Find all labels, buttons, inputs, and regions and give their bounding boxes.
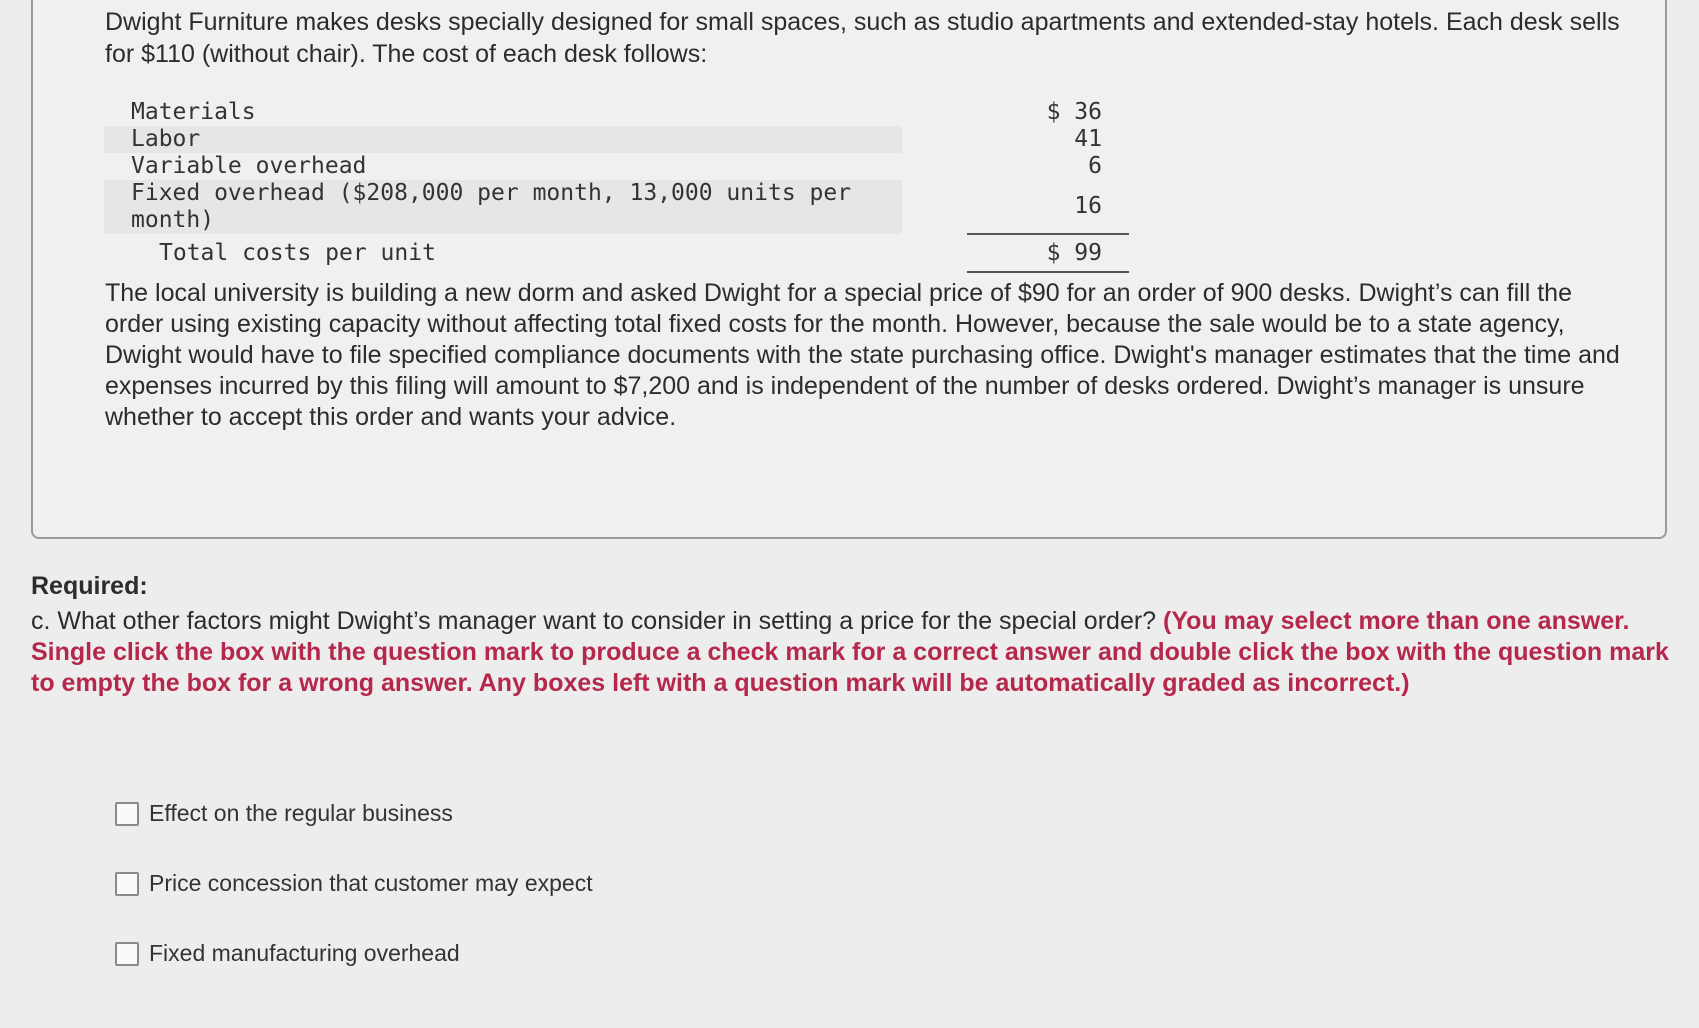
cost-label: Labor: [104, 126, 902, 153]
total-label: Total costs per unit: [159, 239, 436, 266]
table-row: [104, 99, 1129, 126]
cost-amount: 41: [1074, 126, 1102, 152]
option-fixed-manufacturing-overhead[interactable]: [115, 940, 460, 967]
table-row: [104, 126, 1129, 153]
special-order-paragraph: The local university is building a new dorm and asked Dwight for a special price of $90 for an order of 900 desks. Dwight’s can fill the order using existing capacity without affecting total fixed costs for the month. However, because the sale would be to a state agency, Dwight would have to file specified compliance documents with the state purchasing office. Dwight's manager estimates that the time and expenses incurred by this filing will amount to $7,200 and is independent of the number of desks ordered. Dwight’s manager is unsure whether to accept this order and wants your advice.: [105, 279, 1620, 431]
table-row: [104, 180, 1129, 234]
checkbox[interactable]: [115, 942, 139, 966]
checkbox[interactable]: [115, 872, 139, 896]
option-label: Price concession that customer may expect: [149, 870, 593, 896]
checkbox[interactable]: [115, 802, 139, 826]
table-row: [104, 153, 1129, 180]
option-label: Effect on the regular business: [149, 800, 453, 826]
required-heading: Required:: [31, 572, 148, 600]
question-text: [31, 606, 1686, 699]
cost-label: Materials: [131, 99, 256, 125]
question-prompt: c. What other factors might Dwight’s manager want to consider in setting a price for the special order?: [31, 607, 1157, 635]
total-amount: $ 99: [967, 234, 1129, 272]
cost-label: Variable overhead: [131, 153, 367, 179]
option-price-concession[interactable]: [115, 870, 593, 897]
intro-paragraph: Dwight Furniture makes desks specially designed for small spaces, such as studio apartments and extended-stay hotels. Each desk sells for $110 (without chair). The cost of each desk follows:: [105, 8, 1620, 68]
answer-instructions: (You may select more than one answer. Single click the box with the question mark to produce a check mark for a correct answer and double click the box with the question mark to empty the box for a wrong answer. Any boxes left with a question mark will be automatically graded as incorrect.): [31, 607, 1669, 697]
cost-amount: 16: [967, 180, 1129, 234]
option-label: Fixed manufacturing overhead: [149, 940, 460, 966]
cost-amount: $ 36: [1046, 99, 1102, 125]
option-effect-on-regular-business[interactable]: [115, 800, 453, 827]
cost-amount: 6: [1088, 153, 1102, 179]
total-row: [104, 234, 1129, 272]
cost-label: Fixed overhead ($208,000 per month, 13,000 units per month): [104, 180, 902, 234]
cost-table: [104, 99, 1129, 273]
